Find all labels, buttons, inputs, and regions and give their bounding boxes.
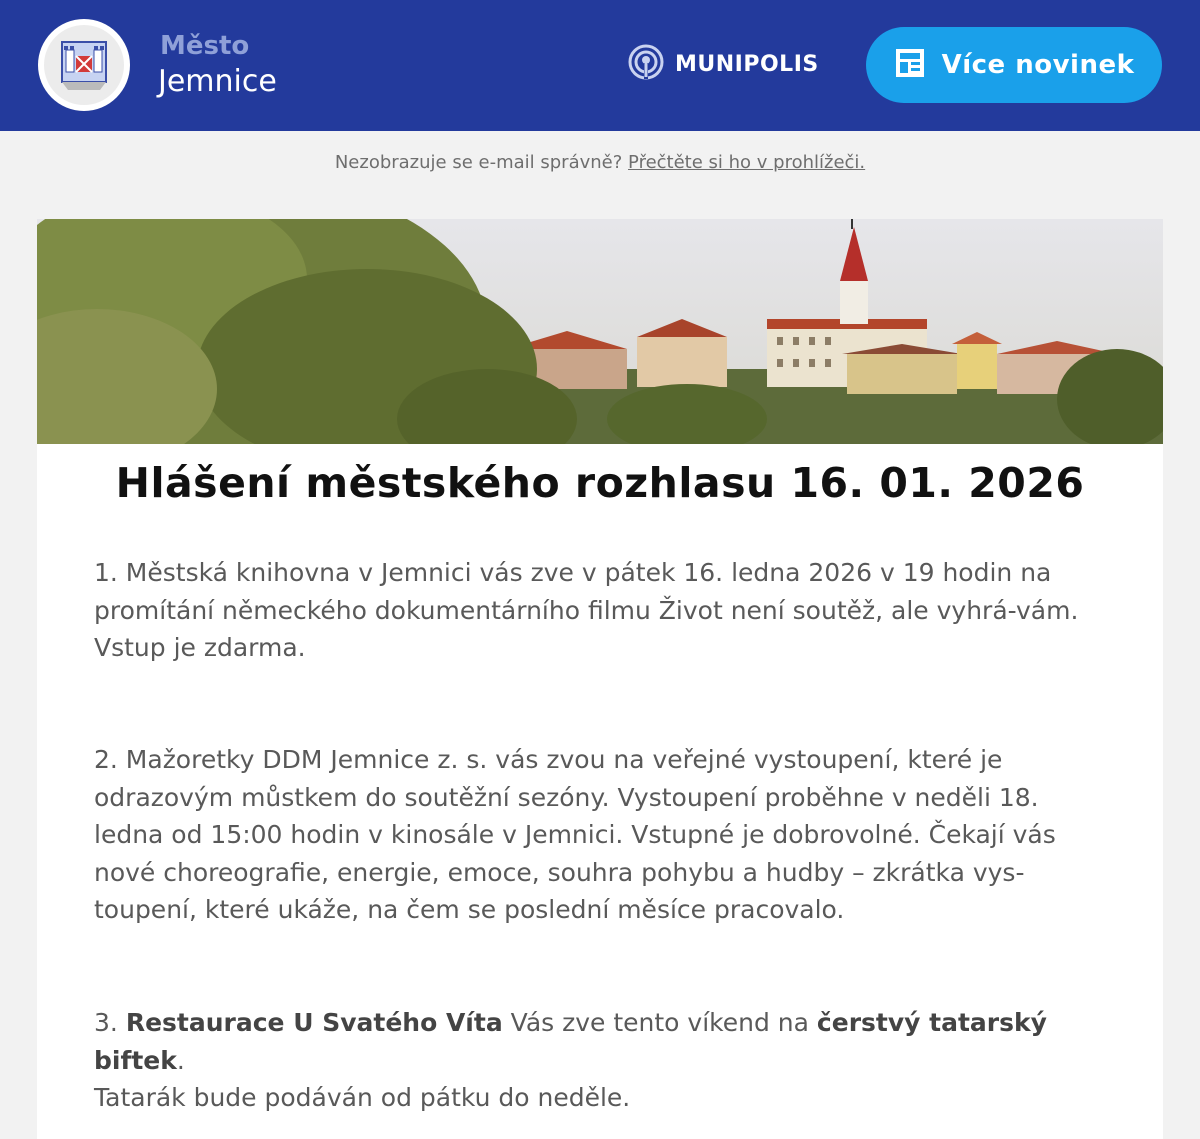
restaurant-name: Restaurace U Svatého Víta — [125, 1008, 503, 1037]
broadcast-icon — [627, 43, 665, 85]
announcement-3 — [94, 1004, 1114, 1117]
more-news-button[interactable] — [866, 27, 1162, 103]
brand-label-small: Město — [160, 31, 250, 61]
city-logo[interactable] — [38, 19, 130, 111]
newspaper-icon — [894, 47, 926, 83]
announcement-1: 1. Městská knihovna v Jemnici vás zve v pátek 16. ledna 2026 v 19 hodin na promítání německého dokumentárního filmu Život není soutěž, ale vyhrá-vám. Vstup je zdarma. — [94, 558, 1079, 662]
brand-label-city: Jemnice — [158, 64, 277, 99]
notice-text: Nezobrazuje se e-mail správně? — [334, 152, 623, 173]
munipolis-label: MUNIPOLIS — [675, 51, 819, 77]
coat-of-arms-icon — [44, 25, 124, 105]
town-photo — [37, 219, 1163, 444]
more-news-label: Více novinek — [941, 50, 1135, 80]
browser-view-notice — [0, 152, 1200, 173]
announcement-3-text: Vás zve tento víkend na — [510, 1008, 809, 1037]
announcement-3-number: 3. — [94, 1008, 118, 1037]
article-title: Hlášení městského rozhlasu 16. 01. 2026 — [115, 459, 1085, 507]
article-card — [37, 219, 1163, 1139]
header — [0, 0, 1200, 131]
announcement-3-line2: Tatarák bude podáván od pátku do neděle. — [94, 1083, 631, 1112]
munipolis-logo[interactable] — [627, 44, 819, 84]
announcement-2: 2. Mažoretky DDM Jemnice z. s. vás zvou na veřejné vystoupení, které je odrazovým můstkem do soutěžní sezóny. Vystoupení proběhne v neděli 18. ledna od 15:00 hodin v kinosále v Jemnici. Vstupné je dobrovolné. Čekají vás nové choreografie, energie, emoce, souhra pohybu a hudby – zkrátka vys-toupení, které ukáže, na čem se poslední měsíce pracovalo. — [94, 745, 1056, 924]
announcement-3-period: . — [176, 1045, 185, 1075]
view-in-browser-link[interactable]: Přečtěte si ho v prohlížeči. — [628, 152, 866, 173]
dish-name: čerstvý tatarský biftek — [94, 1008, 1047, 1075]
